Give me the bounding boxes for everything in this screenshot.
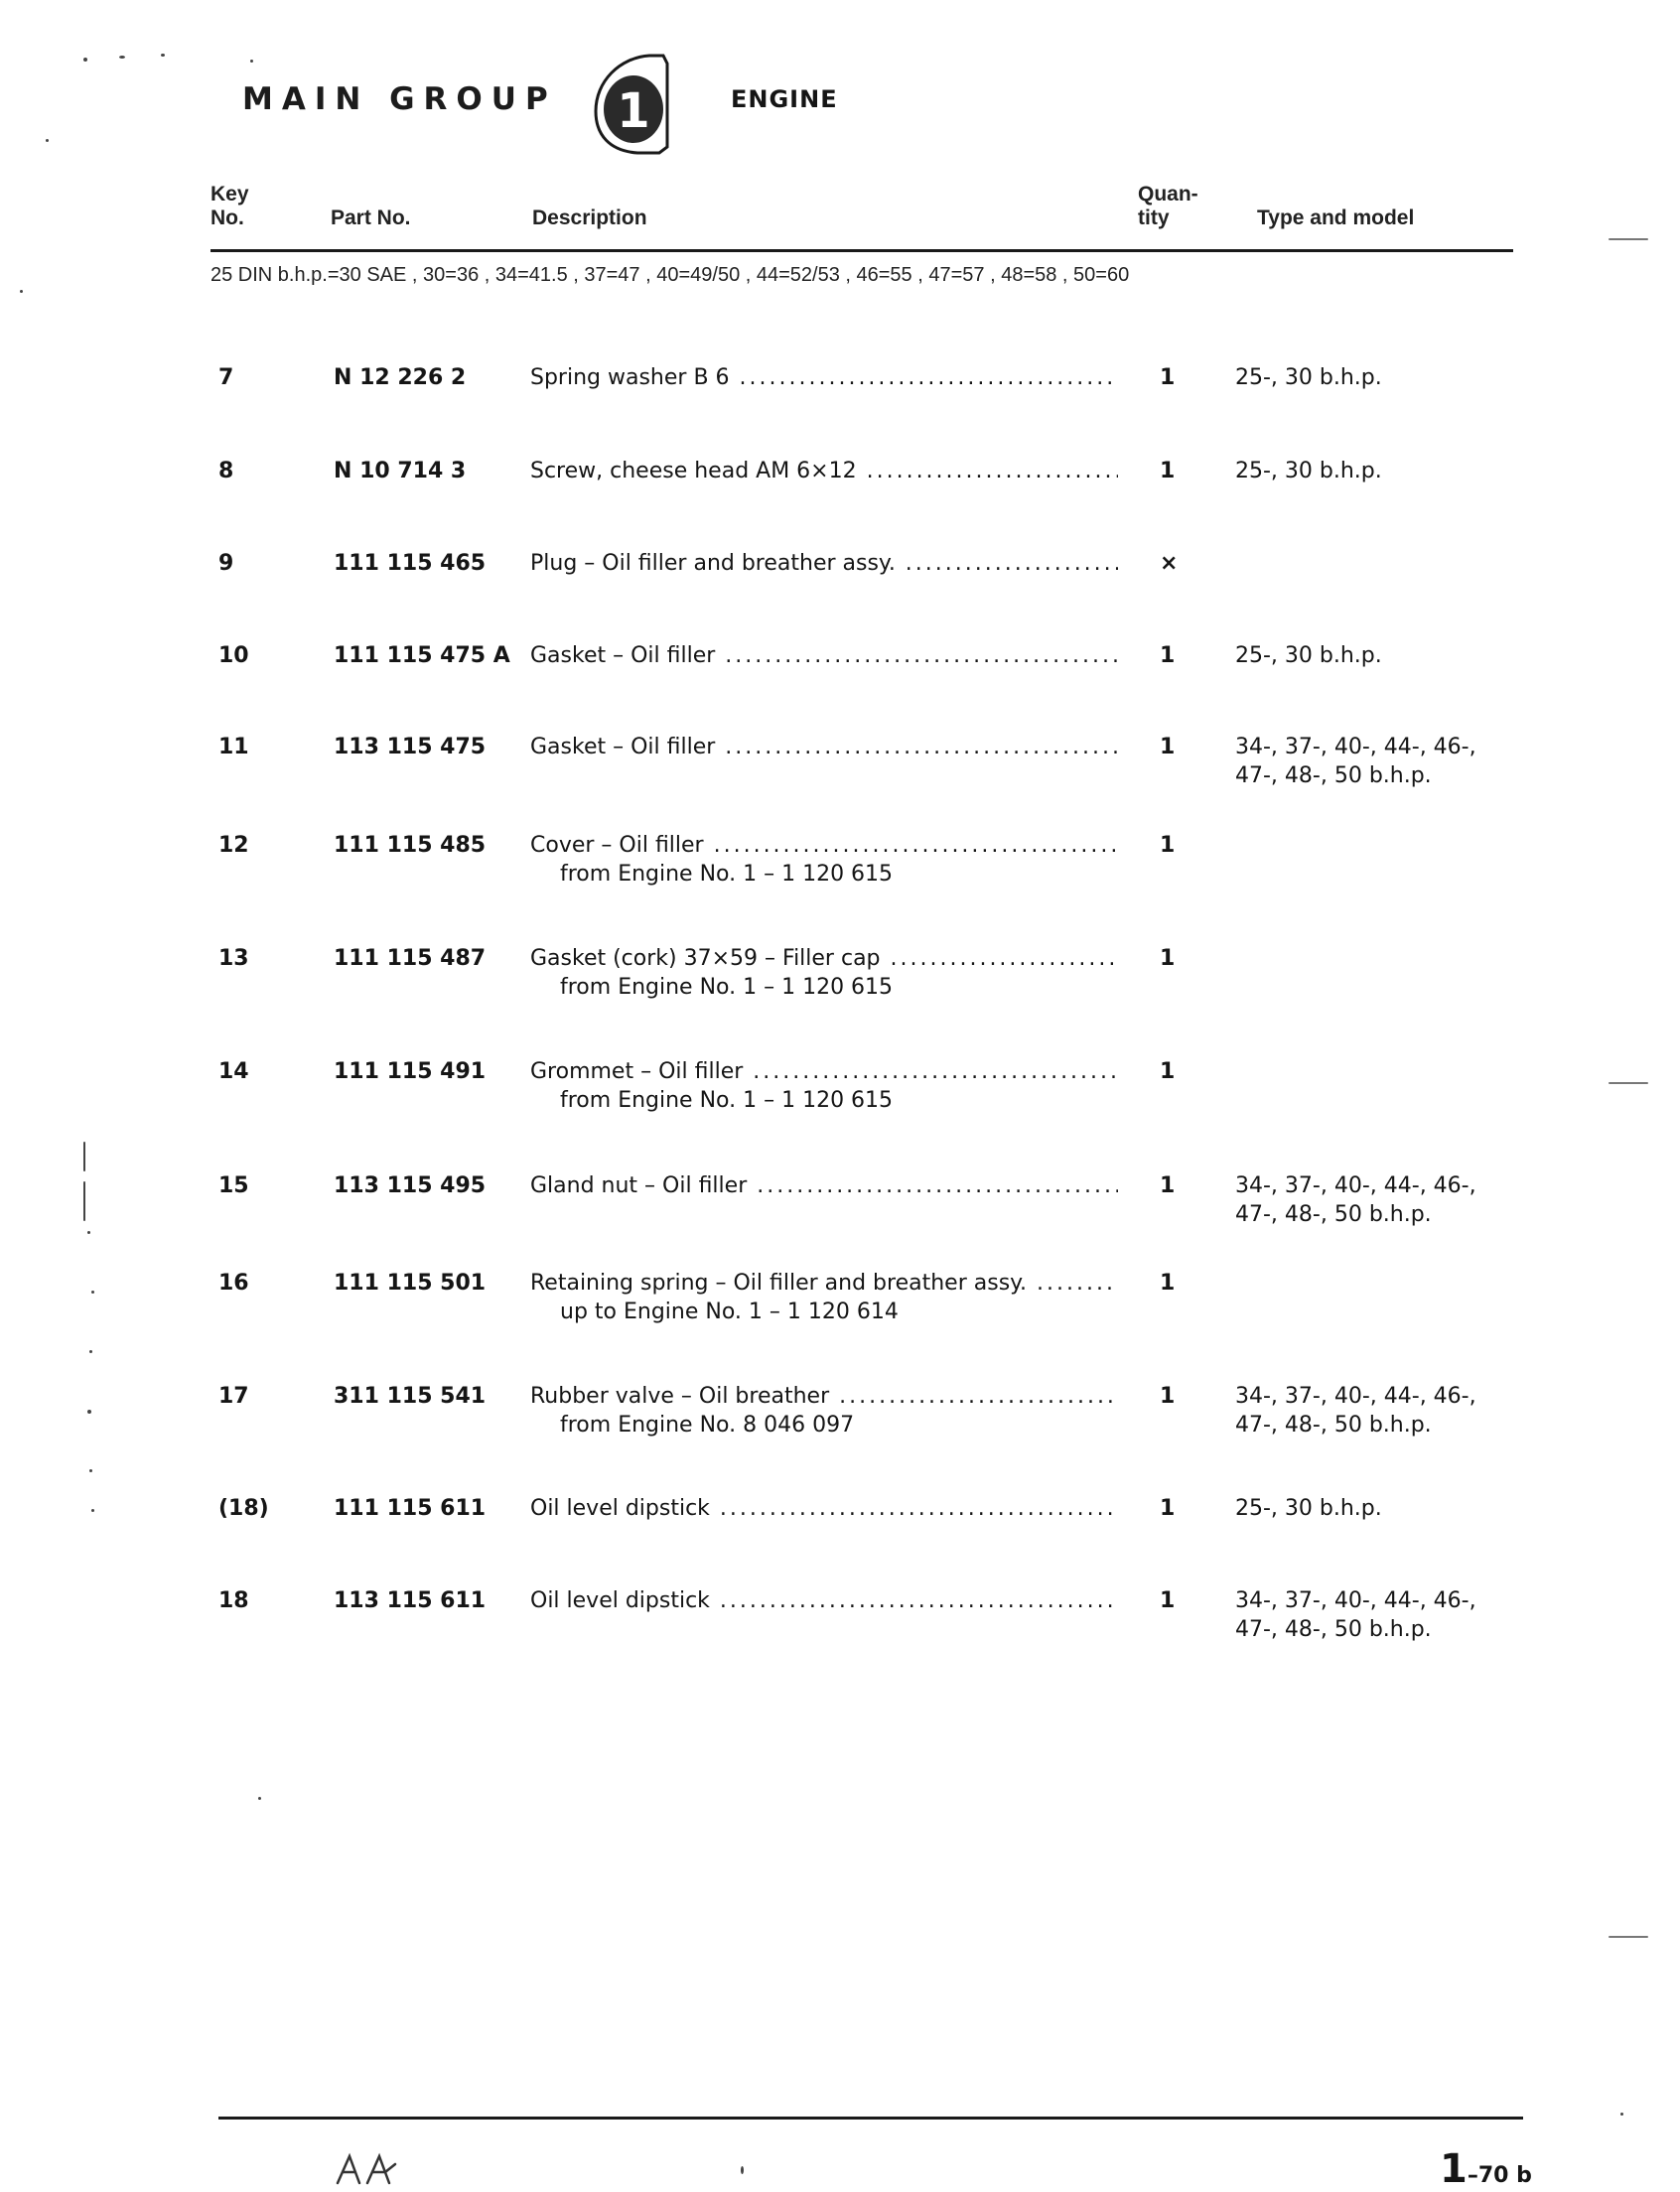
description: Plug – Oil filler and breather assy. ..... <box>530 549 1118 578</box>
description: Gasket – Oil filler ..... <box>530 641 1118 670</box>
key-no: 15 <box>218 1173 249 1198</box>
type-model: 25-, 30 b.h.p. <box>1235 459 1382 483</box>
description: Cover – Oil filler ..... from Engine No. 1 – 1 120 615 <box>530 831 1118 889</box>
part-no: N 10 714 3 <box>334 459 467 483</box>
part-no: 111 115 501 <box>334 1271 487 1296</box>
main-group-label: MAIN GROUP <box>242 81 557 117</box>
description: Retaining spring – Oil filler and breather assy. ..... up to Engine No. 1 – 1 120 614 <box>530 1269 1118 1326</box>
key-no: 18 <box>218 1588 249 1613</box>
engine-number-note: from Engine No. 1 – 1 120 615 <box>560 1088 894 1113</box>
quantity: 1 <box>1160 1173 1176 1198</box>
key-no: 13 <box>218 946 249 971</box>
description: Gasket – Oil filler ..... <box>530 733 1118 761</box>
part-no: 111 115 491 <box>334 1059 487 1084</box>
header-divider <box>210 249 1513 252</box>
part-no: 111 115 487 <box>334 946 487 971</box>
description: Spring washer B 6 ..... <box>530 363 1118 392</box>
key-no: 11 <box>218 735 249 759</box>
key-no: 17 <box>218 1384 249 1409</box>
part-no: 111 115 465 <box>334 551 487 576</box>
engine-number-note: from Engine No. 8 046 097 <box>560 1413 855 1438</box>
key-no: 16 <box>218 1271 249 1296</box>
part-no: 113 115 475 <box>334 735 487 759</box>
column-header-part-no: Part No. <box>331 206 411 229</box>
part-no: 311 115 541 <box>334 1384 487 1409</box>
quantity: 1 <box>1160 946 1176 971</box>
type-model: 34-, 37-, 40-, 44-, 46-, 47-, 48-, 50 b.h.p. <box>1235 1588 1476 1642</box>
column-header-quantity: Quan- tity <box>1138 183 1198 229</box>
type-model: 34-, 37-, 40-, 44-, 46-, 47-, 48-, 50 b.h.p. <box>1235 1173 1476 1227</box>
quantity: 1 <box>1160 1059 1176 1084</box>
description: Gland nut – Oil filler ..... <box>530 1171 1118 1200</box>
part-no: 113 115 495 <box>334 1173 487 1198</box>
type-model: 25-, 30 b.h.p. <box>1235 1496 1382 1521</box>
part-no: 113 115 611 <box>334 1588 487 1613</box>
part-no: 111 115 475 A <box>334 643 510 668</box>
quantity: 1 <box>1160 1271 1176 1296</box>
quantity: × <box>1160 551 1179 576</box>
engine-number-note: up to Engine No. 1 – 1 120 614 <box>560 1300 899 1324</box>
column-header-type-model: Type and model <box>1257 206 1415 229</box>
key-no: 12 <box>218 833 249 858</box>
description: Gasket (cork) 37×59 – Filler cap ..... from Engine No. 1 – 1 120 615 <box>530 944 1118 1002</box>
part-no: N 12 226 2 <box>334 365 467 390</box>
key-no: (18) <box>218 1496 269 1521</box>
key-no: 14 <box>218 1059 249 1084</box>
column-header-description: Description <box>532 206 647 229</box>
quantity: 1 <box>1160 365 1176 390</box>
column-header-key-no: Key No. <box>210 183 249 229</box>
engine-number-note: from Engine No. 1 – 1 120 615 <box>560 862 894 887</box>
key-no: 7 <box>218 365 234 390</box>
footer-divider <box>218 2117 1523 2120</box>
description: Oil level dipstick ..... <box>530 1494 1118 1523</box>
key-no: 10 <box>218 643 249 668</box>
type-model: 34-, 37-, 40-, 44-, 46-, 47-, 48-, 50 b.h.p. <box>1235 735 1476 788</box>
section-title: ENGINE <box>731 85 838 113</box>
type-model: 25-, 30 b.h.p. <box>1235 365 1382 390</box>
quantity: 1 <box>1160 1384 1176 1409</box>
group-number: 1 <box>617 83 650 139</box>
quantity: 1 <box>1160 1588 1176 1613</box>
part-no: 111 115 611 <box>334 1496 487 1521</box>
page-number-suffix: –70 b <box>1467 2163 1532 2188</box>
bhp-conversion-note: 25 DIN b.h.p.=30 SAE , 30=36 , 34=41.5 , 37=47 , 40=49/50 , 44=52/53 , 46=55 , 47=57 , 48=58 , 50=60 <box>210 264 1130 286</box>
group-number-badge <box>590 52 671 155</box>
description: Grommet – Oil filler ..... from Engine No. 1 – 1 120 615 <box>530 1057 1118 1115</box>
quantity: 1 <box>1160 1496 1176 1521</box>
part-no: 111 115 485 <box>334 833 487 858</box>
type-model: 34-, 37-, 40-, 44-, 46-, 47-, 48-, 50 b.h.p. <box>1235 1384 1476 1438</box>
description: Screw, cheese head AM 6×12 ..... <box>530 457 1118 485</box>
description: Rubber valve – Oil breather ..... from Engine No. 8 046 097 <box>530 1382 1118 1439</box>
page-number: 1–70 b <box>1440 2146 1532 2192</box>
initials-mark <box>334 2152 407 2185</box>
quantity: 1 <box>1160 735 1176 759</box>
quantity: 1 <box>1160 643 1176 668</box>
quantity: 1 <box>1160 459 1176 483</box>
description: Oil level dipstick ..... <box>530 1586 1118 1615</box>
type-model: 25-, 30 b.h.p. <box>1235 643 1382 668</box>
key-no: 9 <box>218 551 234 576</box>
quantity: 1 <box>1160 833 1176 858</box>
engine-number-note: from Engine No. 1 – 1 120 615 <box>560 975 894 1000</box>
key-no: 8 <box>218 459 234 483</box>
